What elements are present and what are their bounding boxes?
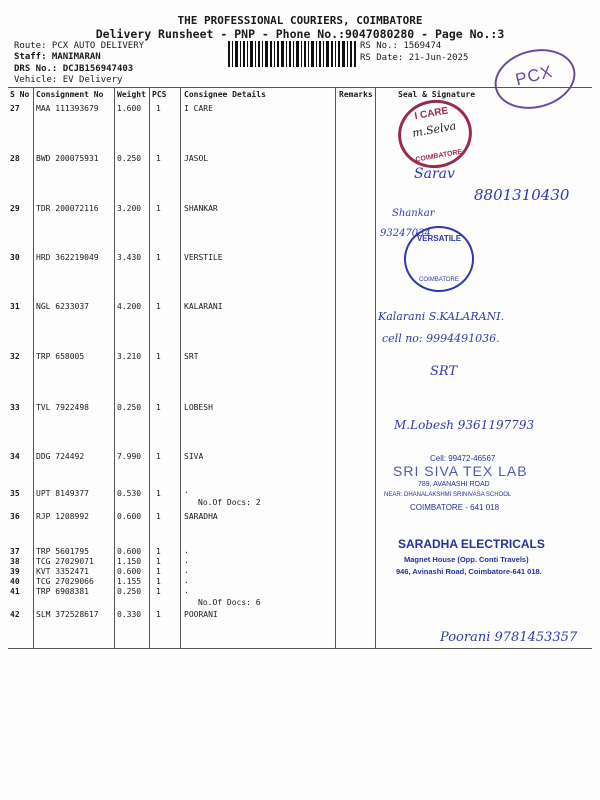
staff-label: Staff: MANIMARAN: [14, 52, 101, 62]
row42-signature: Poorani 9781453357: [440, 630, 578, 645]
row-weight: 0.330: [117, 610, 142, 619]
row-consignee: .: [184, 486, 189, 495]
row-weight: 4.200: [117, 302, 142, 311]
row-pcs: 1: [156, 610, 161, 619]
col-divider: [114, 87, 115, 648]
row-consignee: VERSTILE: [184, 253, 223, 262]
saradha-address-1: Magnet House (Opp. Conti Travels): [404, 555, 529, 564]
row-weight: 0.600: [117, 547, 142, 556]
row-consignee: SRT: [184, 352, 199, 361]
row-pcs: 1: [156, 154, 161, 163]
row-weight: 0.530: [117, 489, 142, 498]
row-pcs: 1: [156, 567, 161, 576]
row-weight: 0.600: [117, 512, 142, 521]
row-pcs: 1: [156, 547, 161, 556]
row-consignment: HRD 362219049: [36, 253, 99, 262]
doc-count-note: No.Of Docs: 2: [198, 498, 261, 507]
row-pcs: 1: [156, 587, 161, 596]
row-consignment: TVL 7922498: [36, 403, 89, 412]
col-header-consignment: Consignment No: [36, 90, 104, 99]
row-pcs: 1: [156, 204, 161, 213]
row-consignment: RJP 1208992: [36, 512, 89, 521]
col-divider: [335, 87, 336, 648]
siva-address-1: 789, AVANASHI ROAD: [418, 481, 490, 488]
pcx-stamp-text: PCX: [513, 61, 555, 90]
row-sno: 35: [10, 489, 20, 498]
row-weight: 0.250: [117, 403, 142, 412]
row28-signature: Sarav: [414, 166, 455, 182]
versatile-seal-top: VERSATILE: [416, 234, 462, 243]
row-consignment: TRP 5601795: [36, 547, 89, 556]
col-divider: [149, 87, 150, 648]
pcx-stamp: [488, 41, 582, 117]
row-consignee: .: [184, 576, 189, 585]
row-consignment: SLM 372528617: [36, 610, 99, 619]
rs-date: RS Date: 21-Jun-2025: [360, 53, 469, 63]
row-consignee: .: [184, 586, 189, 595]
row-weight: 1.150: [117, 557, 142, 566]
saradha-address-2: 946, Avinashi Road, Coimbatore-641 018.: [396, 567, 542, 576]
row-weight: 3.200: [117, 204, 142, 213]
doc-count-note: No.Of Docs: 6: [198, 598, 261, 607]
table-top-line: [8, 87, 592, 88]
row-weight: 7.990: [117, 452, 142, 461]
icare-seal-top: I CARE: [413, 105, 450, 123]
siva-address-2: NEAR: DHANALAKSHMI SRINIVASA SCHOOL: [384, 492, 512, 498]
drs-label: DRS No.: DCJB156947403: [14, 64, 134, 74]
row-weight: 1.600: [117, 104, 142, 113]
row-consignment: UPT 8149377: [36, 489, 89, 498]
row-consignee: POORANI: [184, 610, 218, 619]
row-sno: 37: [10, 547, 20, 556]
row-consignee: SHANKAR: [184, 204, 218, 213]
row-sno: 34: [10, 452, 20, 461]
row-weight: 3.210: [117, 352, 142, 361]
row-consignment: DDG 724492: [36, 452, 85, 461]
row33-signature: M.Lobesh 9361197793: [394, 418, 535, 432]
row-consignment: KVT 3352471: [36, 567, 89, 576]
row-pcs: 1: [156, 452, 161, 461]
row-consignment: TDR 200072116: [36, 204, 99, 213]
siva-address-3: COIMBATORE - 641 018: [410, 503, 500, 512]
row-sno: 30: [10, 253, 20, 262]
row-consignment: MAA 111393679: [36, 104, 99, 113]
versatile-seal: [404, 226, 474, 292]
row28-phone: 8801310430: [474, 186, 570, 204]
row-sno: 31: [10, 302, 20, 311]
row-pcs: 1: [156, 104, 161, 113]
col-header-remarks: Remarks: [339, 90, 373, 99]
row-sno: 27: [10, 104, 20, 113]
col-header-sno: S No: [10, 90, 30, 99]
row-pcs: 1: [156, 253, 161, 262]
row31-phone: cell no: 9994491036.: [382, 332, 500, 345]
route-label: Route: PCX AUTO DELIVERY: [14, 41, 145, 51]
company-title: THE PROFESSIONAL COURIERS, COIMBATORE: [177, 14, 423, 27]
row-weight: 0.600: [117, 567, 142, 576]
row-sno: 29: [10, 204, 20, 213]
row-pcs: 1: [156, 352, 161, 361]
row29-signature: Shankar: [392, 208, 435, 219]
row29-phone: 93247034: [380, 228, 431, 239]
barcode: [228, 41, 356, 67]
row-consignment: NGL 6233037: [36, 302, 89, 311]
row-consignment: BWD 200075931: [36, 154, 99, 163]
row-sno: 28: [10, 154, 20, 163]
row-consignee: SIVA: [184, 452, 204, 461]
icare-seal: [393, 94, 478, 174]
row-weight: 1.155: [117, 577, 142, 586]
row-consignee: .: [184, 556, 189, 565]
row-consignee: SARADHA: [184, 512, 218, 521]
table-bottom-line: [8, 648, 592, 649]
runsheet-title: Delivery Runsheet - PNP - Phone No.:9047080280 - Page No.:3: [95, 27, 505, 41]
row-consignment: TCG 27029066: [36, 577, 94, 586]
row-consignee: LOBESH: [184, 403, 213, 412]
row-pcs: 1: [156, 512, 161, 521]
row-consignee: KALARANI: [184, 302, 223, 311]
row-consignment: TRP 658005: [36, 352, 85, 361]
row-consignee: .: [184, 546, 189, 555]
row32-signature: SRT: [430, 364, 458, 379]
siva-stamp-name: SRI SIVA TEX LAB: [393, 463, 528, 479]
row-sno: 40: [10, 577, 20, 586]
row-sno: 41: [10, 587, 20, 596]
row-consignee: .: [184, 566, 189, 575]
row31-signature: Kalarani S.KALARANI.: [378, 310, 505, 323]
col-header-signature: Seal & Signature: [398, 90, 476, 99]
row-consignment: TCG 27029071: [36, 557, 94, 566]
row-pcs: 1: [156, 557, 161, 566]
col-header-pcs: PCS: [152, 90, 167, 99]
row-pcs: 1: [156, 577, 161, 586]
row-sno: 33: [10, 403, 20, 412]
row-weight: 0.250: [117, 154, 142, 163]
col-divider: [375, 87, 376, 648]
rs-number: RS No.: 1569474: [360, 41, 442, 51]
row-pcs: 1: [156, 403, 161, 412]
row-consignee: JASOL: [184, 154, 209, 163]
vehicle-label: Vehicle: EV Delivery: [14, 75, 123, 85]
row-pcs: 1: [156, 489, 161, 498]
row-weight: 0.250: [117, 587, 142, 596]
saradha-stamp-name: SARADHA ELECTRICALS: [398, 537, 545, 551]
row-sno: 42: [10, 610, 20, 619]
row-pcs: 1: [156, 302, 161, 311]
col-divider: [180, 87, 181, 648]
col-divider: [33, 87, 34, 648]
row-sno: 38: [10, 557, 20, 566]
row-sno: 36: [10, 512, 20, 521]
row-weight: 3.430: [117, 253, 142, 262]
col-header-weight: Weight: [117, 90, 146, 99]
icare-seal-bottom: COIMBATORE: [415, 148, 463, 164]
row-consignment: TRP 6908381: [36, 587, 89, 596]
siva-phone: Cell: 99472-46567: [430, 454, 496, 463]
row-sno: 32: [10, 352, 20, 361]
row-consignee: I CARE: [184, 104, 213, 113]
row-sno: 39: [10, 567, 20, 576]
versatile-seal-bottom: COIMBATORE: [419, 277, 459, 283]
col-header-consignee: Consignee Details: [184, 90, 266, 99]
icare-signature: m.Selva: [411, 119, 458, 140]
